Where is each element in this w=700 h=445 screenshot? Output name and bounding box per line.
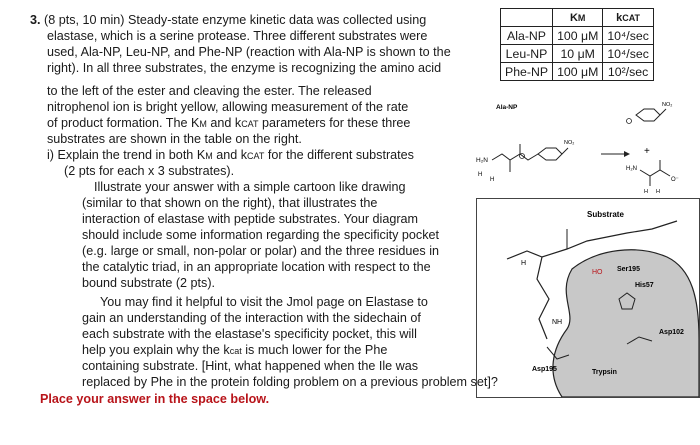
enzyme-cartoon-drawing [477,199,699,397]
kcat-cell: 10²/sec [603,63,654,81]
question-line-14: should include some information regarding the specificity pocket [82,228,440,242]
substrate-label: Substrate [587,210,624,219]
table-row [501,63,654,81]
substrate-cell: Phe-NP [501,63,553,81]
substrate-sidechain [537,257,549,339]
substrate-cell: Ala-NP [501,27,553,45]
question-line-9: i) Explain the trend in both KM and kCAT for the different substrates [47,148,414,162]
left-h2-label: H [490,177,495,183]
asp195-label: Asp195 [532,366,557,373]
question-line-3: used, Ala-NP, Leu-NP, and Phe-NP (reaction with Ala-NP is shown to the [47,45,451,59]
question-line-6: nitrophenol ion is bright yellow, allowing measurement of the rate [47,100,409,114]
question-line-16: the catalytic triad, in an appropriate location with respect to the [82,260,431,274]
question-line-21: help you explain why the kcat is much lower for the Phe [82,343,388,357]
question-line-5: to the left of the ester and cleaving the ester. The released [47,84,372,98]
question-line-22: containing substrate. [Hint, what happened when the Ile was [82,359,419,373]
left-amine-label: H₂N [476,157,488,164]
question-line-1: 3. (8 pts, 10 min) Steady-state enzyme kinetic data was collected using [30,13,427,27]
question-line-4: right). In all three substrates, the enzyme is recognizing the amino acid [47,61,442,75]
right-no2-label: NO₂ [662,102,673,108]
question-number: 3. [30,13,41,27]
table-row [501,27,654,45]
nh-label: NH [552,319,563,326]
trypsin-label: Trypsin [592,369,617,376]
blank-header [501,9,553,27]
kcat-cell: 10⁴/sec [603,45,654,63]
ser195-label: Ser195 [617,266,640,273]
right-h2-label: H [656,189,660,195]
table-row [501,45,654,63]
plus-sign: + [644,146,650,157]
right-h-label: H [644,189,648,195]
right-phenyl-ring [636,109,660,121]
km-cell: 100 μM [553,27,603,45]
right-nitro-bond [660,109,666,115]
question-line-12: (similar to that shown on the right), that illustrates the [82,196,378,210]
left-nitro-bond [562,148,568,154]
kinetics-table [500,8,654,81]
left-h-label: H [478,172,483,178]
question-line-8: substrates are shown in the table on the right. [47,132,302,146]
right-o-minus-label: O⁻ [671,177,679,183]
left-backbone [492,154,538,160]
question-line-10: (2 pts for each x 3 substrates). [64,164,235,178]
question-line-18: You may find it helpful to visit the Jmol page on Elastase to [100,295,428,309]
question-line-23: replaced by Phe in the protein folding problem on a previous problem set]? [82,375,498,389]
question-line-17: bound substrate (2 pts). [82,276,216,290]
ho-label: HO [592,269,603,276]
scheme-title: Ala-NP [496,104,518,111]
right-phenolate-o [627,119,632,124]
km-header: KM [553,9,603,27]
km-cell: 100 μM [553,63,603,81]
question-line-2: elastase, which is a serine protease. Three different substrates were [47,29,428,43]
right-backbone [640,170,670,176]
reaction-scheme-drawing [476,90,696,196]
substrate-cell: Leu-NP [501,45,553,63]
question-line-20: each substrate with the elastase's specificity pocket, this will [82,327,417,341]
km-cell: 10 μM [553,45,603,63]
left-phenyl-ring [538,148,562,160]
right-amine-label: H₂N [626,166,637,172]
question-line-11: Illustrate your answer with a simple cartoon like drawing [94,180,406,194]
question-line-7: of product formation. The KM and kCAT parameters for these three [47,116,411,130]
enzyme-cartoon [476,198,700,398]
question-line-19: gain an understanding of the interaction with the sidechain of [82,311,421,325]
his57-label: His57 [635,282,654,289]
left-no2-label: NO₂ [564,140,575,146]
question-line-15: (e.g. large or small, non-polar or polar) and the three residues in [82,244,440,258]
kinetics-header-row [501,9,654,27]
kcat-header: kCAT [603,9,654,27]
reaction-scheme [476,90,696,196]
substrate-h-label: H [521,260,527,267]
answer-prompt: Place your answer in the space below. [40,392,270,406]
question-line-13: interaction of elastase with peptide substrates. Your diagram [82,212,419,226]
asp102-label: Asp102 [659,329,684,336]
reaction-arrowhead [624,151,630,157]
kcat-cell: 10⁴/sec [603,27,654,45]
